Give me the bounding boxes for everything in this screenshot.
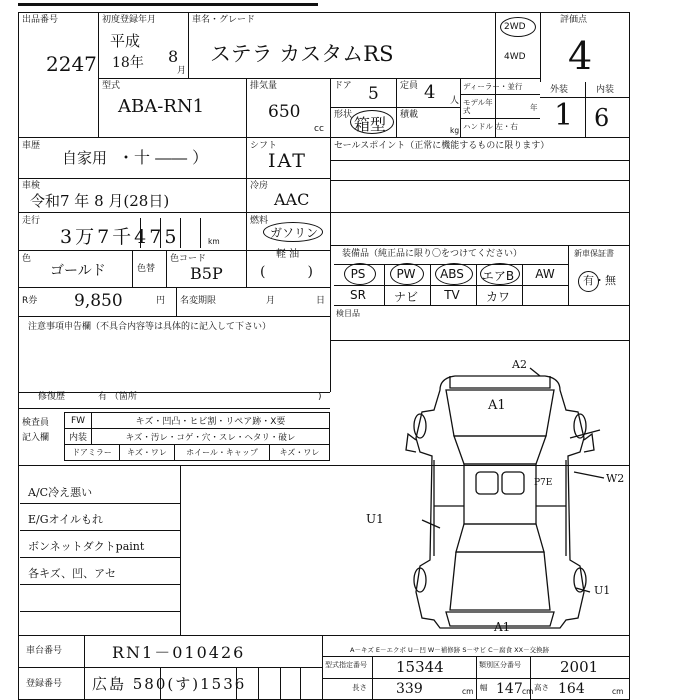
grade-label: 評価点 <box>560 15 588 25</box>
chassis-value: RN1－010426 <box>112 643 246 662</box>
repair-close: ) <box>318 392 322 402</box>
handle-label: ハンドル 左・右 <box>463 122 518 131</box>
divider <box>330 340 630 341</box>
divider <box>84 635 85 700</box>
divider <box>18 137 630 138</box>
mark-a1-rear: A1 <box>494 620 511 634</box>
width-value: 147 <box>496 681 523 697</box>
color-code-label: 色コード <box>170 254 207 264</box>
class-num-label: 類別区分番号 <box>479 661 521 669</box>
top-edge <box>18 3 318 6</box>
displacement-value: 650 <box>268 102 301 122</box>
model-value: ステラ カスタムRS <box>210 42 394 66</box>
tenure-month: 月 <box>266 296 276 306</box>
exterior-grade: 1 <box>554 98 574 133</box>
divider <box>322 635 323 700</box>
equipment-label: 装備品（純正品に限り〇をつけてください） <box>342 249 523 259</box>
digit-divider <box>160 667 161 700</box>
displacement-unit: cc <box>314 124 324 134</box>
repair-label: 修復歴 <box>38 392 66 402</box>
divider <box>132 250 133 287</box>
remark-3: ボンネットダクトpaint <box>28 540 145 553</box>
interior-label: 内装 <box>596 85 615 95</box>
divider <box>330 107 460 108</box>
lot-number: 2247 <box>46 52 97 76</box>
inspection-value: 令和7 年 8 月(28日) <box>30 192 170 210</box>
fuel-options: 軽 油 <box>276 249 300 260</box>
divider <box>568 245 569 305</box>
inspector-label-1: 検査員 <box>22 418 50 428</box>
divider <box>18 212 330 213</box>
divider <box>384 264 385 305</box>
length-label: 長さ <box>352 683 367 692</box>
grade-value: 4 <box>568 34 593 78</box>
repair-value: 有 （箇所 <box>98 392 137 402</box>
warranty-value: 有・無 <box>583 274 616 287</box>
divider <box>98 78 540 79</box>
fuel-label: 燃料 <box>250 216 269 226</box>
usage-options: ・十 ―― ） <box>118 148 209 167</box>
divider <box>18 667 322 668</box>
divider <box>460 94 540 95</box>
divider <box>98 12 99 137</box>
color-label: 色 <box>22 254 32 264</box>
capacity-unit: 人 <box>450 96 460 106</box>
mark-p7e: P7E <box>534 478 553 488</box>
chassis-label: 車台番号 <box>26 646 63 656</box>
load-label: 積載 <box>400 110 419 120</box>
note-line <box>20 557 180 558</box>
mark-u1-left: U1 <box>366 512 384 526</box>
divider <box>330 180 630 181</box>
divider <box>540 12 541 82</box>
capacity-label: 定員 <box>400 81 419 91</box>
fuel-paren: ( ) <box>260 264 313 280</box>
divider <box>188 12 189 78</box>
first-reg-label: 初度登録年月 <box>102 15 157 25</box>
equip-abs: ABS <box>440 267 464 281</box>
note-line <box>20 584 180 585</box>
divider <box>460 118 540 119</box>
note-line <box>20 611 180 612</box>
inspector-wheel: ホイール・キャップ <box>174 444 270 461</box>
capacity-value: 4 <box>424 82 436 103</box>
divider <box>476 656 477 700</box>
inspector-interior-options: キズ・汚レ・コゲ・穴・スレ・ヘタリ・破レ <box>91 428 330 445</box>
inspector-fw-options: キズ・凹凸・ヒビ割・リペア跡・X要 <box>91 412 330 429</box>
warranty-circle <box>578 271 599 292</box>
divider <box>18 178 330 179</box>
digit-divider <box>280 667 281 700</box>
divider <box>585 82 586 137</box>
equip-ps: PS <box>350 267 366 281</box>
model-year-label: モデル年式 <box>463 98 493 115</box>
fuel-value: ガソリン <box>270 226 319 240</box>
height-label: 高さ <box>534 683 549 692</box>
shape-value: 箱型 <box>354 115 387 134</box>
digit-divider <box>258 667 259 700</box>
length-value: 339 <box>396 681 423 697</box>
divider <box>330 212 630 213</box>
inspection-label: 車検 <box>22 181 41 191</box>
mileage-label: 走行 <box>22 216 41 226</box>
divider <box>176 287 177 316</box>
mark-u1-right: U1 <box>594 584 611 597</box>
divider <box>330 160 630 161</box>
recycle-value: 9,850 <box>74 291 123 311</box>
digit-divider <box>180 218 181 248</box>
digit-divider <box>300 667 301 700</box>
color-change-label: 色替 <box>137 264 156 274</box>
month-unit: 月 <box>177 66 187 76</box>
color-value: ゴールド <box>50 263 106 279</box>
first-reg-month: 8 <box>168 47 179 66</box>
type-num-label: 型式指定番号 <box>325 661 367 669</box>
divider <box>18 287 330 288</box>
equip-tv: TV <box>444 288 460 302</box>
equip-pw: PW <box>396 267 416 281</box>
equip-airbag-circle <box>480 263 520 285</box>
load-unit: kg <box>450 126 460 135</box>
divider <box>330 245 630 246</box>
type-label: 型式 <box>102 81 121 91</box>
divider <box>430 264 431 305</box>
height-value: 164 <box>558 681 585 697</box>
inspector-label-2: 記入欄 <box>22 433 50 443</box>
divider <box>522 264 523 305</box>
equip-sr: SR <box>350 288 366 302</box>
note-line <box>20 503 180 504</box>
divider <box>246 78 247 137</box>
inspector-wheel-options: キズ・ワレ <box>269 444 330 461</box>
inspector-mirror-options: キズ・ワレ <box>119 444 175 461</box>
divider <box>476 264 477 305</box>
digit-divider <box>140 218 141 248</box>
mileage-unit: km <box>208 237 220 246</box>
remark-4: 各キズ、凹、アセ <box>28 567 116 580</box>
width-unit: cm <box>522 687 534 696</box>
width-label: 幅 <box>480 683 488 692</box>
remark-1: A/C冷え悪い <box>28 486 93 499</box>
equip-aw: AW <box>535 267 555 281</box>
ac-value: AAC <box>274 190 310 209</box>
mark-a2: A2 <box>512 358 527 371</box>
digit-divider <box>236 667 237 700</box>
class-num-value: 2001 <box>560 658 599 676</box>
tenure-label: 名変期限 <box>180 296 217 306</box>
usage-value: 自家用 <box>62 149 108 167</box>
length-unit: cm <box>462 687 474 696</box>
interior-grade: 6 <box>594 104 610 132</box>
equip-abs-circle <box>435 263 473 285</box>
equip-leather: カワ <box>485 290 510 304</box>
type-num-value: 15344 <box>396 658 444 676</box>
inspector-mirror: ドアミラー <box>64 444 120 461</box>
shape-label: 形状 <box>334 110 353 120</box>
digit-divider <box>160 218 161 248</box>
color-code-value: B5P <box>190 264 223 283</box>
divider <box>372 656 373 700</box>
divider <box>334 285 568 286</box>
drive-2wd: 2WD <box>504 22 526 32</box>
divider <box>18 392 330 393</box>
registration-value: 広島 580(す)1536 <box>92 675 247 693</box>
dealer-label: ディーラー・並行 <box>463 82 523 91</box>
warranty-label: 新車保証書 <box>574 249 614 258</box>
divider <box>460 78 461 137</box>
lot-number-label: 出品番号 <box>22 15 59 25</box>
note-line <box>20 530 180 531</box>
recycle-label: R券 <box>22 296 38 306</box>
shape-circle <box>350 110 394 134</box>
equip-navi: ナビ <box>393 290 418 304</box>
first-reg-year: 18年 <box>112 55 144 71</box>
doors-value: 5 <box>368 84 379 104</box>
height-unit: cm <box>612 687 624 696</box>
tenure-day: 日 <box>316 296 326 306</box>
divider <box>18 316 330 317</box>
divider <box>330 137 331 392</box>
shift-label: シフト <box>250 141 278 151</box>
inspector-fw: FW <box>64 412 92 429</box>
sales-points-label: セールスポイント（正常に機能するものに限ります） <box>334 141 550 151</box>
mark-w2: W2 <box>606 472 625 485</box>
divider <box>334 305 630 306</box>
damage-legend: A－キズ E－エクボ U－凹 W－補修跡 S－サビ C－腐食 XX－交換跡 <box>350 646 550 654</box>
year-label: 年 <box>530 103 538 112</box>
registration-label: 登録番号 <box>26 679 63 689</box>
drive-4wd: 4WD <box>504 52 526 62</box>
inspector-interior: 内装 <box>64 428 92 445</box>
equip-airbag: エアB <box>481 269 515 283</box>
remark-2: E/Gオイルもれ <box>28 513 103 526</box>
key-items-label: 検目品 <box>336 309 360 318</box>
recycle-unit: 円 <box>156 296 166 306</box>
exterior-label: 外装 <box>550 85 569 95</box>
type-value: ABA-RN1 <box>118 96 205 117</box>
equip-ps-circle <box>344 263 376 285</box>
model-label: 車名・グレード <box>192 15 256 25</box>
shift-value: IAT <box>268 150 307 172</box>
displacement-label: 排気量 <box>250 81 278 91</box>
divider <box>166 250 167 287</box>
usage-label: 車歴 <box>22 141 41 151</box>
digit-divider <box>200 218 201 248</box>
divider <box>18 635 630 636</box>
doors-label: ドア <box>334 81 352 91</box>
ac-label: 冷房 <box>250 181 269 191</box>
caution-label: 注意事項申告欄（不具合内容等は具体的に記入して下さい） <box>28 322 272 332</box>
mileage-value: 3万7千475 <box>60 226 180 248</box>
first-reg-era: 平成 <box>110 32 141 50</box>
mark-a1-front: A1 <box>488 398 506 413</box>
divider <box>180 465 181 635</box>
divider <box>18 408 330 409</box>
equip-pw-circle <box>390 263 424 285</box>
